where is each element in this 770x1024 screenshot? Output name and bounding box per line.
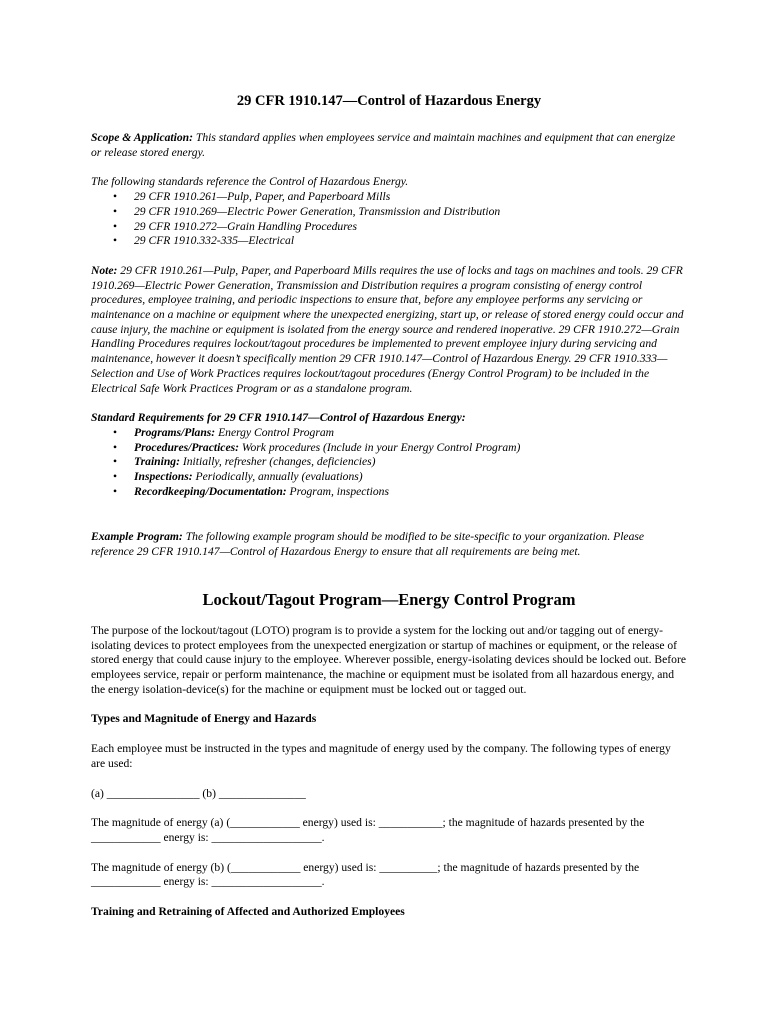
list-item — [134, 455, 687, 470]
list-item: • 29 CFR 1910.269—Electric Power Generation, Transmission and Distribution — [134, 205, 687, 220]
types-heading: Types and Magnitude of Energy and Hazards — [91, 712, 317, 726]
program-title: Lockout/Tagout Program—Energy Control Program — [202, 589, 576, 609]
magnitude-b-paragraph: The magnitude of energy (b) (____________ energy) used is: __________; the magnitude of hazards presented by the ____________ energy is: ___________________. — [91, 860, 640, 889]
list-item: • 29 CFR 1910.332-335—Electrical — [134, 234, 687, 249]
purpose-paragraph: The purpose of the lockout/tagout (LOTO) program is to provide a system for the locking out and/or tagging out of energy-isolating devices to protect employees from the unexpected energization or startup of machines or equipment, or the release of stored energy that could cause injury to the employee. Wherever possible, energy-isolating devices should be locked out. Before employees service, repair or perform maintenance, the machine or equipment must be isolated from all hazardous energy, and the energy isolation-device(s) for the machine or equipment must be locked out or tagged out. — [91, 623, 686, 696]
references-list — [91, 190, 687, 249]
magnitude-a-paragraph: The magnitude of energy (a) (____________ energy) used is: ___________; the magnitude of hazards presented by the ____________ energy is: ___________________. — [91, 816, 645, 844]
training-heading: Training and Retraining of Affected and Authorized Employees — [91, 905, 405, 919]
requirement-text: Work procedures (Include in your Energy Control Program) — [238, 440, 521, 454]
note-paragraph — [91, 264, 687, 396]
list-item: • 29 CFR 1910.272—Grain Handling Procedures — [134, 220, 687, 235]
types-intro: Each employee must be instructed in the types and magnitude of energy used by the company. The following types of energy are used: — [91, 742, 671, 770]
example-label: Example Program: — [91, 530, 183, 544]
example-paragraph — [91, 530, 687, 559]
requirement-label: Inspections: — [134, 470, 193, 484]
list-item — [134, 426, 687, 441]
document-title: 29 CFR 1910.147—Control of Hazardous Energy — [236, 93, 542, 109]
requirement-label: Training: — [134, 455, 180, 469]
requirement-label: Recordkeeping/Documentation: — [134, 484, 287, 498]
note-text: 29 CFR 1910.261—Pulp, Paper, and Paperboard Mills requires the use of locks and tags on machines and tools. 29 CFR 1910.269—Electric Power Generation, Transmission and Distribution requires a program consisting of energy control procedures, employee training, and periodic inspections to ensure that, before any employee performs any servicing or maintenance on a machine or equipment where the unexpected energizing, start up, or release of stored energy could occur and cause injury, the machine or equipment is isolated from the energy source and rendered inoperative. 29 CFR 1910.272—Grain Handling Procedures requires lockout/tagout procedures be implemented to prevent employee injury during servicing and maintenance, however it doesn’t specifically mention 29 CFR 1910.147—Control of Hazardous Energy. 29 CFR 1910.333—Selection and Use of Work Practices requires lockout/tagout procedures (Energy Control Program) to be included in the Electrical Safe Work Practices Program or as a standalone program. — [91, 263, 684, 395]
list-item — [134, 441, 687, 456]
requirement-text: Periodically, annually (evaluations) — [192, 470, 363, 484]
list-item — [134, 470, 687, 485]
note-label: Note: — [91, 263, 118, 277]
requirement-label: Programs/Plans: — [134, 425, 216, 439]
list-item: • 29 CFR 1910.261—Pulp, Paper, and Paperboard Mills — [134, 190, 687, 205]
requirement-text: Program, inspections — [286, 484, 389, 498]
scope-label: Scope & Application: — [91, 131, 193, 144]
scope-text: This standard applies when employees service and maintain machines and equipment that can energize or release stored energy. — [91, 131, 676, 159]
requirements-list — [91, 426, 687, 500]
example-text: The following example program should be modified to be site-specific to your organization. Please reference 29 CFR 1910.147—Control of Hazardous Energy to ensure that all requirements are being met. — [91, 530, 645, 559]
types-blanks: (a) ________________ (b) _______________ — [91, 786, 306, 800]
references-intro: The following standards reference the Control of Hazardous Energy. — [91, 175, 409, 189]
requirement-label: Procedures/Practices: — [134, 440, 239, 454]
list-item — [134, 485, 687, 500]
requirements-heading: Standard Requirements for 29 CFR 1910.147—Control of Hazardous Energy: — [91, 411, 466, 425]
scope-paragraph — [91, 131, 687, 160]
document-content — [91, 92, 687, 920]
requirement-text: Initially, refresher (changes, deficiencies) — [179, 455, 376, 469]
requirement-text: Energy Control Program — [215, 425, 335, 439]
